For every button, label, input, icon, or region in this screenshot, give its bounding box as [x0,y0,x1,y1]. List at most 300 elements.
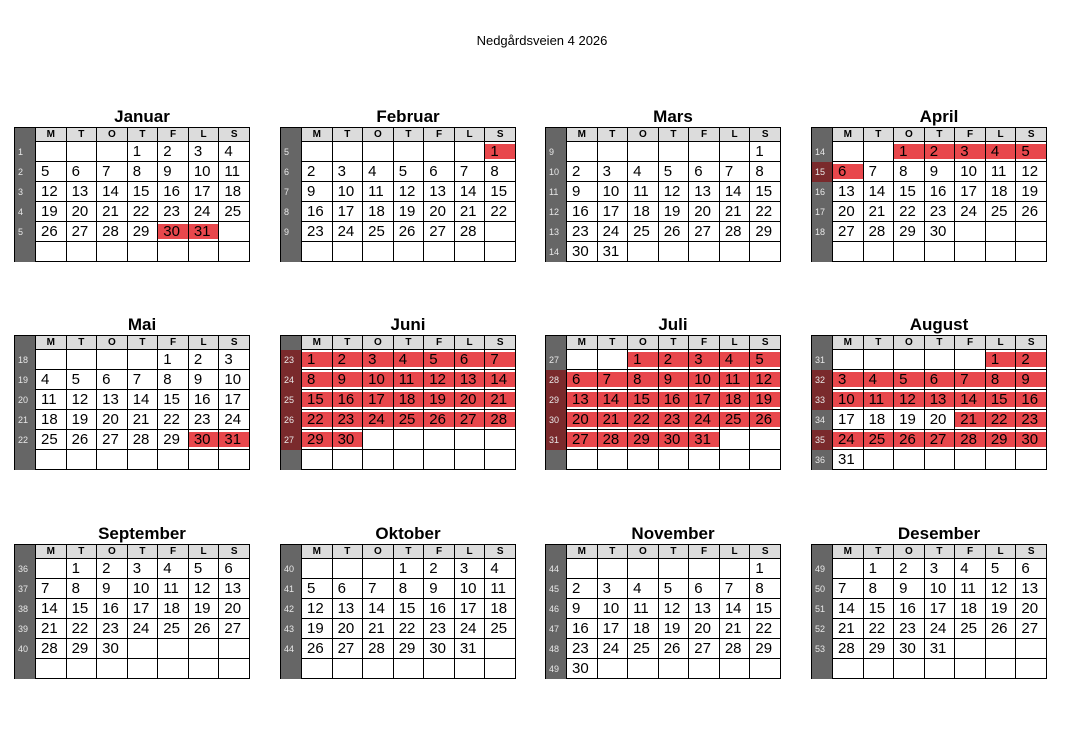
empty-day-cell [894,659,925,679]
week-number: 5 [281,142,302,162]
empty-day-cell [485,450,516,470]
empty-day-cell [894,450,925,470]
month-name: Januar [114,107,170,126]
day-cell: 20 [689,619,720,639]
weekday-header: L [985,336,1016,350]
day-cell: 31 [597,242,628,262]
day-cell: 10 [127,579,158,599]
day-cell: 8 [393,579,424,599]
month-name: Februar [376,107,440,126]
month-mars [545,107,781,262]
empty-day-cell [924,450,955,470]
week-number: 52 [812,619,833,639]
week-number: 40 [15,639,36,659]
day-cell: 4 [36,370,67,390]
day-cell: 22 [894,202,925,222]
week-number: 5 [15,222,36,242]
empty-day-cell [363,430,394,450]
weekday-header: S [219,336,250,350]
week-row [812,162,1047,182]
month-grid [545,127,781,262]
week-number: 31 [546,430,567,450]
empty-day-cell [36,142,67,162]
day-cell-booked: 10 [689,370,720,390]
day-cell: 6 [689,579,720,599]
empty-day-cell [955,350,986,370]
day-cell: 9 [924,162,955,182]
empty-day-cell [628,559,659,579]
day-cell: 21 [454,202,485,222]
empty-day-cell [719,559,750,579]
week-number-header [15,545,36,559]
week-number: 26 [281,410,302,430]
day-cell: 15 [750,599,781,619]
day-cell: 9 [567,599,598,619]
day-cell-booked: 14 [597,390,628,410]
day-cell: 15 [66,599,97,619]
weekday-header: T [924,545,955,559]
empty-day-cell [833,659,864,679]
week-row [546,430,781,450]
empty-day-cell [188,450,219,470]
day-cell: 4 [628,162,659,182]
day-cell-booked: 20 [567,410,598,430]
day-cell-booked: 21 [597,410,628,430]
empty-day-cell [658,142,689,162]
weekday-header: T [332,128,363,142]
weekday-header: F [955,545,986,559]
week-row [812,410,1047,430]
day-cell: 30 [924,222,955,242]
weekday-header: T [658,336,689,350]
day-cell-booked: 13 [924,390,955,410]
day-cell-booked: 9 [1016,370,1047,390]
day-cell: 8 [158,370,189,390]
day-cell: 22 [393,619,424,639]
day-cell: 24 [597,222,628,242]
week-row [546,242,781,262]
day-cell-booked: 7 [955,370,986,390]
weekday-header: M [567,128,598,142]
day-cell: 19 [66,410,97,430]
empty-day-cell [363,242,394,262]
day-cell: 14 [863,182,894,202]
day-cell-booked: 24 [833,430,864,450]
day-cell-booked: 10 [833,390,864,410]
weekday-header: L [188,545,219,559]
weekday-header: O [628,336,659,350]
week-number: 36 [15,559,36,579]
week-row [546,619,781,639]
week-number [546,450,567,470]
day-cell: 24 [924,619,955,639]
day-cell: 6 [219,559,250,579]
day-cell: 28 [719,639,750,659]
day-cell: 13 [219,579,250,599]
empty-day-cell [658,242,689,262]
week-number: 17 [812,202,833,222]
weekday-header: S [1016,128,1047,142]
day-cell: 17 [955,182,986,202]
month-grid [280,544,516,679]
week-row [812,450,1047,470]
day-cell: 7 [97,162,128,182]
week-number: 7 [281,182,302,202]
day-cell: 16 [97,599,128,619]
empty-day-cell [833,142,864,162]
day-cell: 13 [424,182,455,202]
day-cell: 31 [454,639,485,659]
day-cell: 23 [158,202,189,222]
day-cell: 23 [894,619,925,639]
day-cell-booked: 31 [188,222,219,242]
week-row [546,350,781,370]
day-cell: 20 [332,619,363,639]
day-cell: 6 [689,162,720,182]
empty-day-cell [833,559,864,579]
day-cell: 18 [219,182,250,202]
day-cell-booked: 1 [302,350,333,370]
day-cell: 1 [127,142,158,162]
empty-day-cell [567,350,598,370]
day-cell: 16 [188,390,219,410]
day-cell: 10 [454,579,485,599]
day-cell-booked: 31 [219,430,250,450]
day-cell-booked: 29 [302,430,333,450]
week-number: 35 [812,430,833,450]
day-cell: 22 [66,619,97,639]
day-cell-booked: 29 [985,430,1016,450]
day-cell: 6 [424,162,455,182]
empty-day-cell [424,242,455,262]
empty-day-cell [597,559,628,579]
week-row [546,559,781,579]
day-cell: 1 [750,142,781,162]
day-cell-booked: 20 [454,390,485,410]
weekday-header: F [424,128,455,142]
day-cell: 5 [66,370,97,390]
day-cell-booked: 11 [863,390,894,410]
weekday-header: T [658,128,689,142]
empty-day-cell [750,242,781,262]
day-cell-booked: 14 [955,390,986,410]
week-number: 14 [812,142,833,162]
weekday-header: O [97,545,128,559]
day-cell: 7 [833,579,864,599]
day-cell-booked: 16 [1016,390,1047,410]
week-number: 41 [281,579,302,599]
week-number: 45 [546,579,567,599]
day-cell: 11 [955,579,986,599]
week-row [281,350,516,370]
week-row [15,182,250,202]
week-row [281,430,516,450]
week-row [15,370,250,390]
weekday-header: T [863,545,894,559]
empty-day-cell [567,559,598,579]
day-cell: 29 [66,639,97,659]
weekday-header: F [424,336,455,350]
month-mai [14,315,250,470]
weekday-header: L [719,128,750,142]
empty-day-cell [454,450,485,470]
week-row [15,599,250,619]
day-cell: 9 [302,182,333,202]
day-cell: 25 [628,222,659,242]
day-cell: 21 [127,410,158,430]
week-row [15,242,250,262]
month-name: Juli [658,315,688,334]
empty-day-cell [66,659,97,679]
weekday-header: F [424,545,455,559]
day-cell: 2 [567,162,598,182]
empty-day-cell [393,659,424,679]
weekday-header: L [719,336,750,350]
day-cell: 10 [955,162,986,182]
empty-day-cell [127,659,158,679]
day-cell-booked: 2 [1016,350,1047,370]
month-oktober [280,524,516,679]
week-row [15,162,250,182]
empty-day-cell [158,639,189,659]
day-cell-booked: 1 [985,350,1016,370]
week-number-header [812,336,833,350]
day-cell: 8 [894,162,925,182]
day-cell: 17 [597,619,628,639]
week-number [15,450,36,470]
day-cell: 11 [985,162,1016,182]
week-row [546,410,781,430]
day-cell: 8 [485,162,516,182]
day-cell: 19 [36,202,67,222]
week-row [15,222,250,242]
day-cell-booked: 16 [658,390,689,410]
day-cell: 21 [863,202,894,222]
month-grid [280,127,516,262]
week-number-header [812,545,833,559]
day-cell: 14 [363,599,394,619]
day-cell: 8 [863,579,894,599]
week-row [546,579,781,599]
weekday-header: F [158,545,189,559]
weekday-header: M [833,336,864,350]
empty-day-cell [454,242,485,262]
day-cell-booked: 11 [719,370,750,390]
empty-day-cell [127,639,158,659]
day-cell: 8 [127,162,158,182]
empty-day-cell [628,450,659,470]
month-name: August [909,315,969,334]
week-row [281,599,516,619]
empty-day-cell [750,659,781,679]
week-number: 24 [281,370,302,390]
empty-day-cell [158,242,189,262]
empty-day-cell [332,659,363,679]
week-number: 18 [812,222,833,242]
day-cell: 11 [363,182,394,202]
week-row [812,579,1047,599]
day-cell: 3 [924,559,955,579]
day-cell: 17 [924,599,955,619]
week-row [15,559,250,579]
empty-day-cell [719,430,750,450]
empty-day-cell [424,430,455,450]
day-cell: 27 [97,430,128,450]
day-cell-booked: 27 [454,410,485,430]
day-cell-booked: 3 [363,350,394,370]
day-cell: 31 [924,639,955,659]
weekday-header: O [894,545,925,559]
week-row [812,142,1047,162]
empty-day-cell [833,350,864,370]
empty-day-cell [219,242,250,262]
empty-day-cell [628,142,659,162]
day-cell: 19 [1016,182,1047,202]
week-number-header [546,128,567,142]
weekday-header: M [567,336,598,350]
day-cell-booked: 3 [955,142,986,162]
day-cell: 12 [393,182,424,202]
empty-day-cell [454,659,485,679]
day-cell: 11 [36,390,67,410]
day-cell: 19 [188,599,219,619]
day-cell: 20 [66,202,97,222]
day-cell: 16 [424,599,455,619]
week-row [15,142,250,162]
day-cell: 7 [719,162,750,182]
day-cell: 23 [924,202,955,222]
day-cell: 14 [454,182,485,202]
day-cell: 13 [332,599,363,619]
empty-day-cell [188,242,219,262]
day-cell: 11 [219,162,250,182]
week-number [15,659,36,679]
empty-day-cell [597,659,628,679]
week-row [812,659,1047,679]
day-cell-booked: 14 [485,370,516,390]
week-number: 37 [15,579,36,599]
week-row [281,619,516,639]
day-cell: 9 [158,162,189,182]
week-number-header [812,128,833,142]
day-cell: 26 [393,222,424,242]
day-cell: 5 [658,162,689,182]
empty-day-cell [219,222,250,242]
weekday-header: F [158,128,189,142]
day-cell: 28 [363,639,394,659]
weekday-header: S [1016,336,1047,350]
day-cell: 26 [1016,202,1047,222]
day-cell: 15 [158,390,189,410]
weekday-header: T [924,336,955,350]
day-cell: 29 [750,222,781,242]
empty-day-cell [894,242,925,262]
day-cell: 25 [955,619,986,639]
empty-day-cell [36,450,67,470]
day-cell: 6 [1016,559,1047,579]
empty-day-cell [485,659,516,679]
day-cell-booked: 23 [658,410,689,430]
day-cell: 12 [66,390,97,410]
day-cell: 27 [424,222,455,242]
day-cell: 3 [127,559,158,579]
weekday-header: S [750,545,781,559]
day-cell: 10 [597,599,628,619]
empty-day-cell [955,242,986,262]
week-number: 3 [15,182,36,202]
weekday-header: L [985,545,1016,559]
empty-day-cell [567,142,598,162]
day-cell: 29 [158,430,189,450]
day-cell: 25 [985,202,1016,222]
day-cell: 13 [97,390,128,410]
empty-day-cell [750,430,781,450]
day-cell: 15 [750,182,781,202]
day-cell: 18 [36,410,67,430]
day-cell-booked: 1 [628,350,659,370]
day-cell: 21 [36,619,67,639]
week-number: 9 [546,142,567,162]
week-row [812,182,1047,202]
day-cell: 8 [66,579,97,599]
empty-day-cell [97,450,128,470]
weekday-header: F [955,336,986,350]
day-cell-booked: 9 [658,370,689,390]
empty-day-cell [302,559,333,579]
day-cell: 17 [454,599,485,619]
day-cell: 17 [332,202,363,222]
day-cell-booked: 30 [158,222,189,242]
week-number: 53 [812,639,833,659]
empty-day-cell [393,142,424,162]
day-cell: 10 [332,182,363,202]
empty-day-cell [393,430,424,450]
empty-day-cell [689,450,720,470]
month-grid [14,127,250,262]
week-row [281,410,516,430]
day-cell: 2 [188,350,219,370]
week-number: 20 [15,390,36,410]
empty-day-cell [863,142,894,162]
day-cell: 1 [66,559,97,579]
weekday-header: M [302,128,333,142]
week-row [812,559,1047,579]
empty-day-cell [363,559,394,579]
day-cell: 25 [485,619,516,639]
weekday-header: F [689,545,720,559]
day-cell: 2 [567,579,598,599]
empty-day-cell [1016,639,1047,659]
week-row [281,182,516,202]
day-cell-booked: 22 [985,410,1016,430]
day-cell: 30 [567,242,598,262]
day-cell: 21 [719,202,750,222]
week-row [546,390,781,410]
day-cell: 15 [485,182,516,202]
day-cell: 13 [66,182,97,202]
day-cell: 15 [393,599,424,619]
day-cell: 1 [863,559,894,579]
day-cell: 4 [485,559,516,579]
day-cell: 12 [658,182,689,202]
day-cell: 4 [363,162,394,182]
day-cell: 3 [332,162,363,182]
day-cell: 8 [750,579,781,599]
week-row [281,242,516,262]
empty-day-cell [1016,242,1047,262]
week-number-header [15,336,36,350]
week-row [15,410,250,430]
